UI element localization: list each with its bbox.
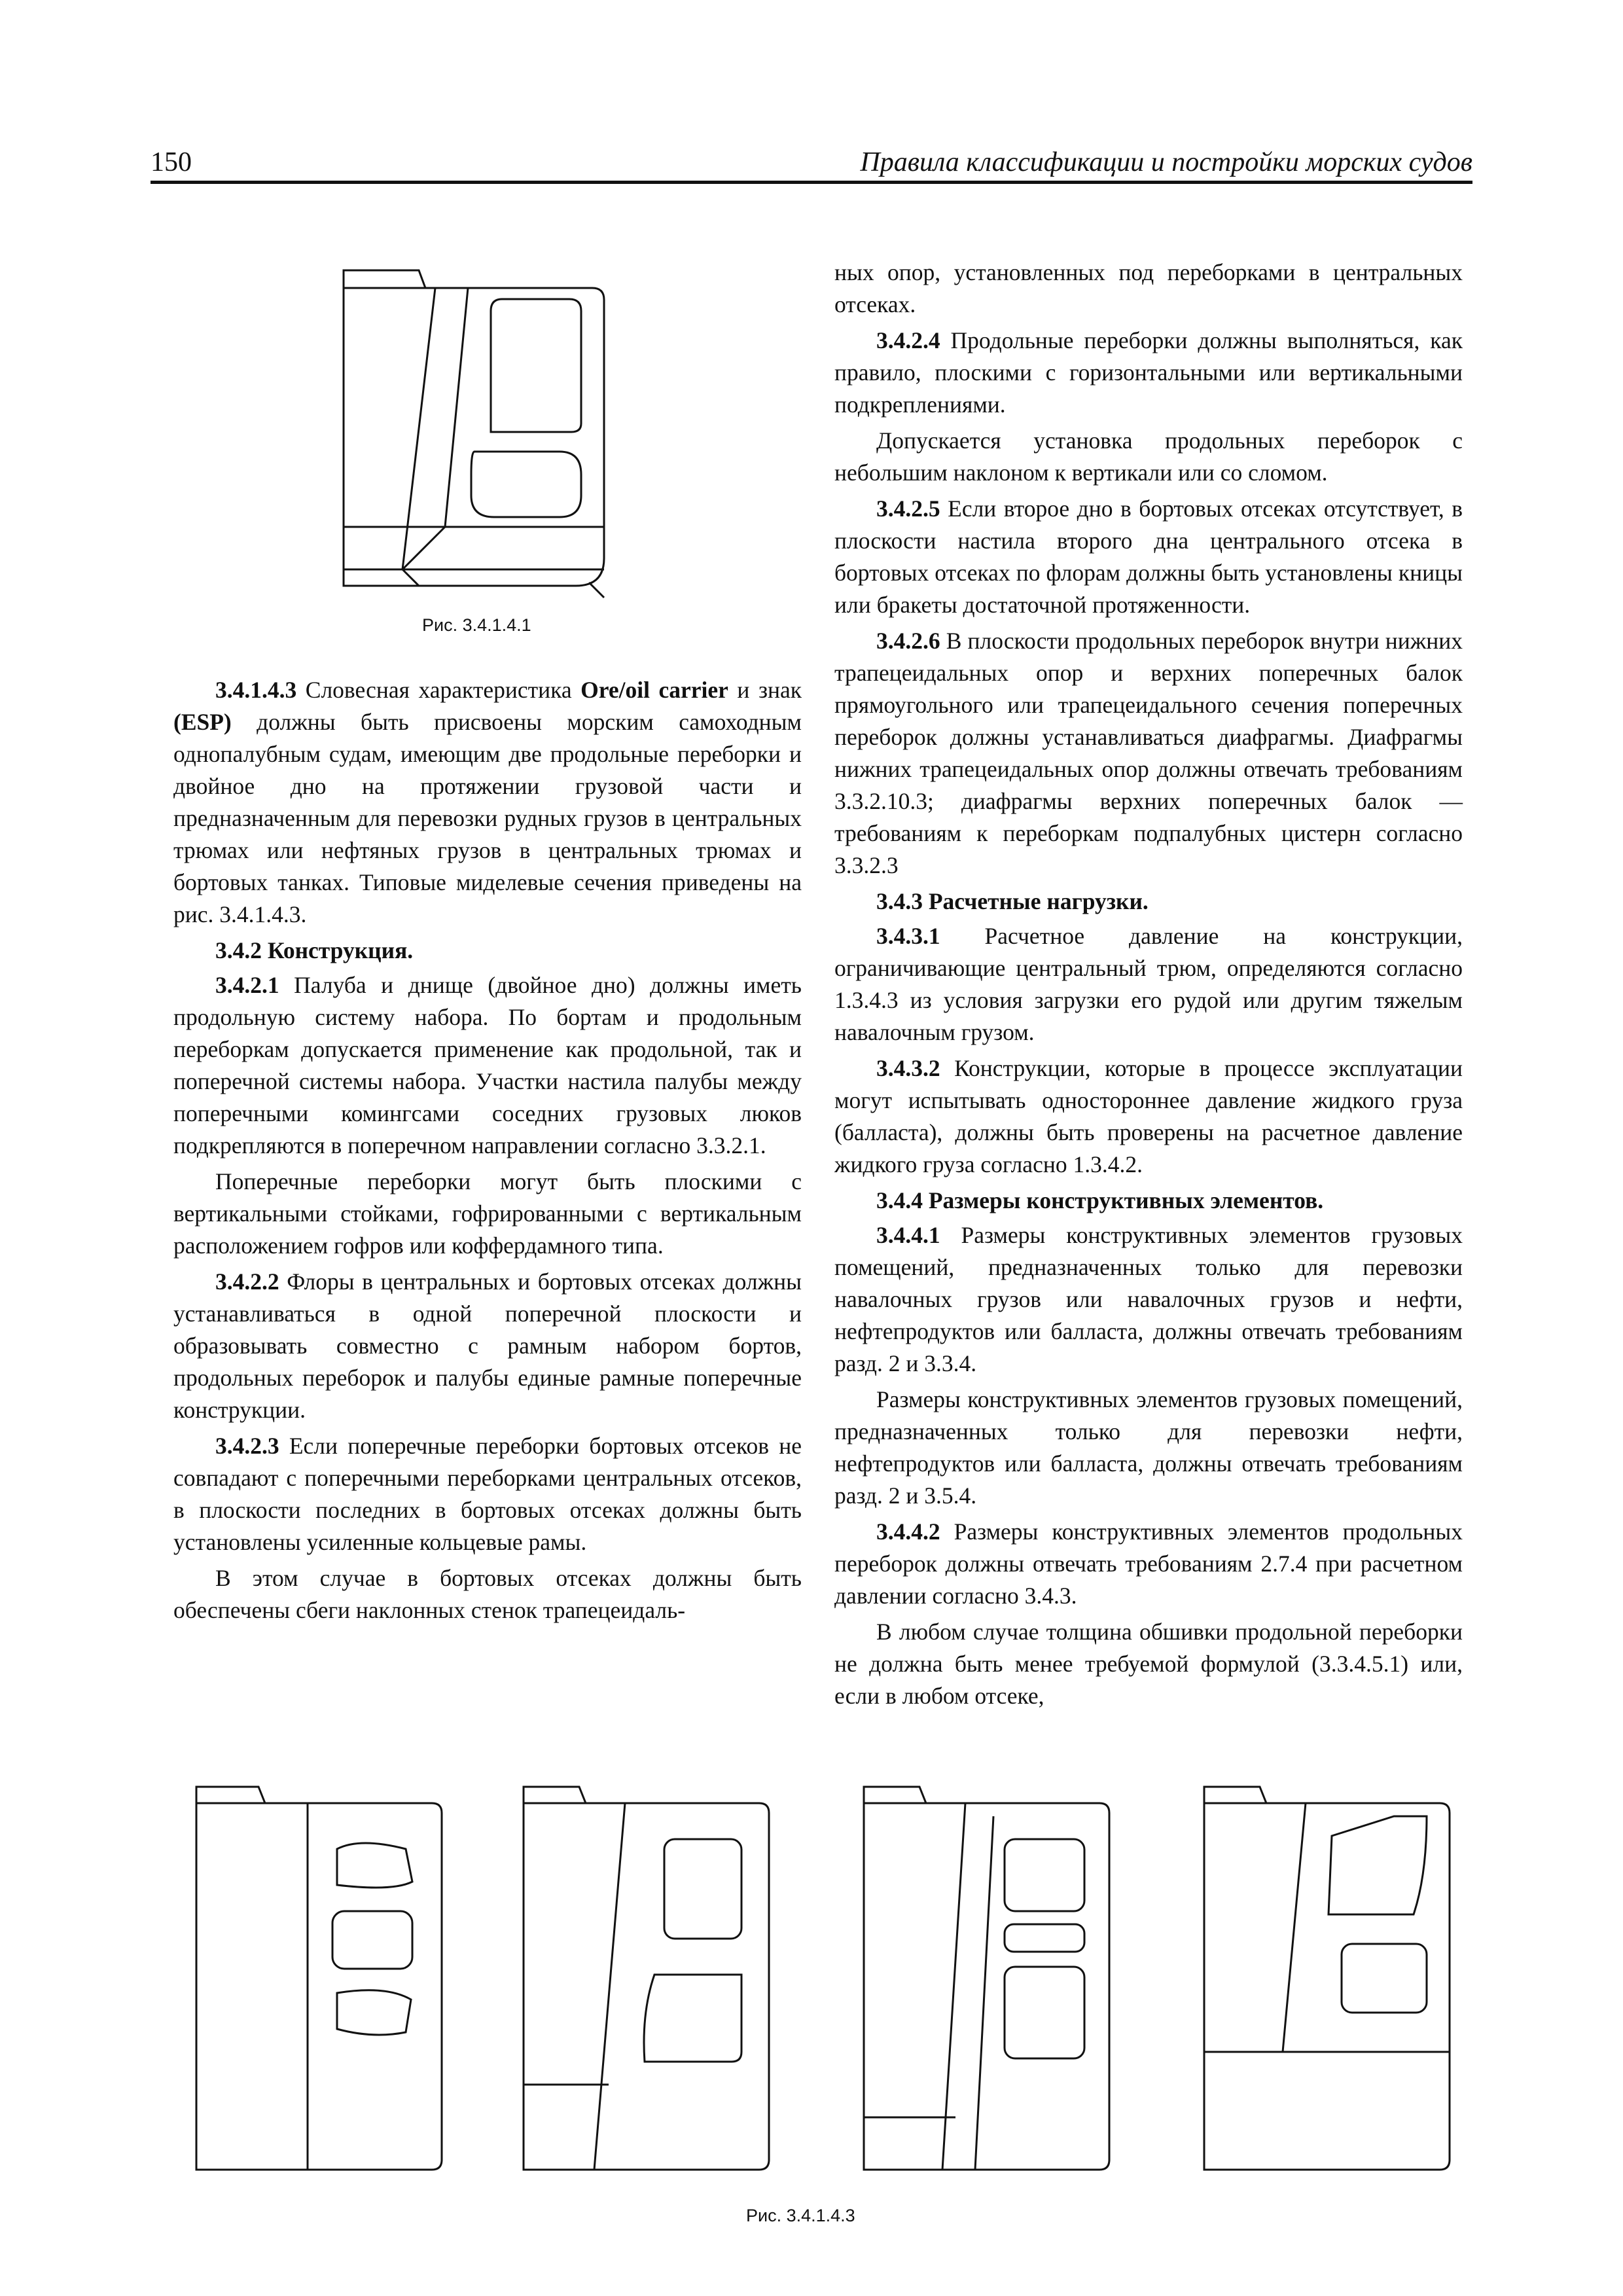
- section-variant-c: [864, 1787, 1109, 2170]
- paragraph-inclined-bulkheads: Допускается установка продольных переборок с небольшим наклоном к вертикали или со сломом.: [834, 427, 1463, 486]
- paragraph-3-4-3-2: 3.4.3.2 Конструкции, которые в процессе эксплуатации могут испытывать одностороннее давление жидкого груза (балласта), должны быть проверены на расчетное давление жидкого груза согласно 1.3.4.2.: [834, 1055, 1463, 1177]
- paragraph-3-4-1-4-3: 3.4.1.4.3 Словесная характеристика Ore/oil carrier и знак (ESP) должны быть присвоены морским самоходным однопалубным судам, имеющим две продольные переборки и двойное дно на протяжении грузовой части и предназначенным для перевозки рудных грузов в центральных трюмах или нефтяных грузов в центральных трюмах и бортовых танках. Типовые миделевые сечения приведены на рис. 3.4.1.4.3.: [173, 677, 802, 927]
- typical-midship-sections: [190, 1777, 1453, 2196]
- page-header: [151, 144, 1472, 184]
- section-heading-3-4-3: 3.4.3 Расчетные нагрузки.: [876, 888, 1149, 914]
- section-heading-3-4-2: 3.4.2 Конструкция.: [215, 937, 414, 963]
- figure-3-4-1-4-1: [330, 252, 618, 605]
- section-variant-a: [196, 1787, 442, 2170]
- section-variant-b: [524, 1787, 769, 2170]
- paragraph-3-4-4-2: 3.4.4.2 Размеры конструктивных элементов продольных переборок должны отвечать требованиям 2.7.4 при расчетном давлении согласно 3.4.3.: [834, 1518, 1463, 1609]
- figure-caption-1: Рис. 3.4.1.4.1: [422, 615, 531, 635]
- running-title: Правила классификации и постройки морских судов: [860, 147, 1472, 177]
- midship-section-drawing: [330, 252, 618, 605]
- class-sign-text: (ESP): [173, 709, 232, 735]
- paragraph-plating-thickness: В любом случае толщина обшивки продольной переборки не должна быть менее требуемой формулой (3.3.4.5.1) или, если в любом отсеке,: [834, 1619, 1463, 1709]
- paragraph-3-4-2-2: 3.4.2.2 Флоры в центральных и бортовых отсеках должны устанавливаться в одной поперечной плоскости и образовывать совместно с рамным набором бортов, продольных переборок и палубы единые рамные поперечные конструкции.: [173, 1268, 802, 1423]
- clause-number: 3.4.2.4: [876, 327, 940, 353]
- paragraph-oil-cargo-spaces: Размеры конструктивных элементов грузовых помещений, предназначенных только для перевозки нефти, нефтепродуктов или балласта, должны отвечать требованиям разд. 2 и 3.5.4.: [834, 1386, 1463, 1509]
- clause-number: 3.4.4.1: [876, 1222, 940, 1248]
- paragraph-3-4-2-5: 3.4.2.5 Если второе дно в бортовых отсеках отсутствует, в плоскости настила второго дна центрального отсека в бортовых отсеках по флорам должны быть установлены кницы или бракеты достаточной протяженности.: [834, 495, 1463, 618]
- section-heading-3-4-4: 3.4.4 Размеры конструктивных элементов.: [876, 1187, 1324, 1213]
- paragraph-side-tanks: В этом случае в бортовых отсеках должны быть обеспечены сбеги наклонных стенок трапецеидаль-: [173, 1565, 802, 1623]
- paragraph-3-4-2-6: 3.4.2.6 В плоскости продольных переборок внутри нижних трапецеидальных опор и верхних поперечных балок прямоугольного или трапецеидального сечения поперечных переборок должны устанавливаться диафрагмы. Диафрагмы нижних трапецеидальных опор должны отвечать требованиям 3.3.2.10.3; диафрагмы верхних поперечных балок — требованиям к переборкам подпалубных цистерн согласно 3.3.2.3: [834, 628, 1463, 878]
- paragraph-3-4-2-3: 3.4.2.3 Если поперечные переборки бортовых отсеков не совпадают с поперечными переборками центральных отсеков, в плоскости последних в бортовых отсеках должны быть установлены усиленные кольцевые рамы.: [173, 1433, 802, 1555]
- paragraph-3-4-2-4: 3.4.2.4 Продольные переборки должны выполняться, как правило, плоскими с горизонтальными или вертикальными подкреплениями.: [834, 327, 1463, 418]
- clause-number: 3.4.2.6: [876, 628, 940, 654]
- paragraph-transverse-bulkheads: Поперечные переборки могут быть плоскими с вертикальными стойками, гофрированными с вертикальным расположением гофров или коффердамного типа.: [173, 1168, 802, 1259]
- clause-number: 3.4.3.2: [876, 1055, 940, 1081]
- paragraph-3-4-2-1: 3.4.2.1 Палуба и днище (двойное дно) должны иметь продольную систему набора. По бортам и продольным переборкам допускается применение как продольной, так и поперечной системы набора. Участки настила палубы между поперечными комингсами соседних грузовых люков подкрепляются в поперечном направлении согласно 3.3.2.1.: [173, 972, 802, 1158]
- paragraph-3-4-4-1: 3.4.4.1 Размеры конструктивных элементов грузовых помещений, предназначенных только для перевозки навалочных грузов или навалочных грузов и нефти, нефтепродуктов или балласта, должны отвечать требованиям разд. 2 и 3.3.4.: [834, 1222, 1463, 1376]
- right-column: [834, 257, 1463, 1716]
- clause-number: 3.4.1.4.3: [215, 677, 297, 703]
- clause-number: 3.4.4.2: [876, 1518, 940, 1545]
- paragraph-3-4-3-1: 3.4.3.1 Расчетное давление на конструкции, ограничивающие центральный трюм, определяются согласно 1.3.4.3 из условия загрузки его рудой или другим тяжелым навалочным грузом.: [834, 923, 1463, 1045]
- page-number: 150: [151, 147, 192, 177]
- figure-3-4-1-4-3: [190, 1777, 1453, 2196]
- section-variant-d: [1204, 1787, 1450, 2170]
- paragraph-continuation: ных опор, установленных под переборками в центральных отсеках.: [834, 259, 1463, 317]
- clause-number: 3.4.2.3: [215, 1433, 279, 1459]
- clause-number: 3.4.2.5: [876, 495, 940, 522]
- clause-number: 3.4.2.2: [215, 1268, 279, 1295]
- left-column: [173, 674, 802, 1630]
- figure-caption-2: Рис. 3.4.1.4.3: [746, 2206, 855, 2225]
- clause-number: 3.4.3.1: [876, 923, 940, 949]
- clause-number: 3.4.2.1: [215, 972, 279, 998]
- class-notation-text: Ore/oil carrier: [580, 677, 728, 703]
